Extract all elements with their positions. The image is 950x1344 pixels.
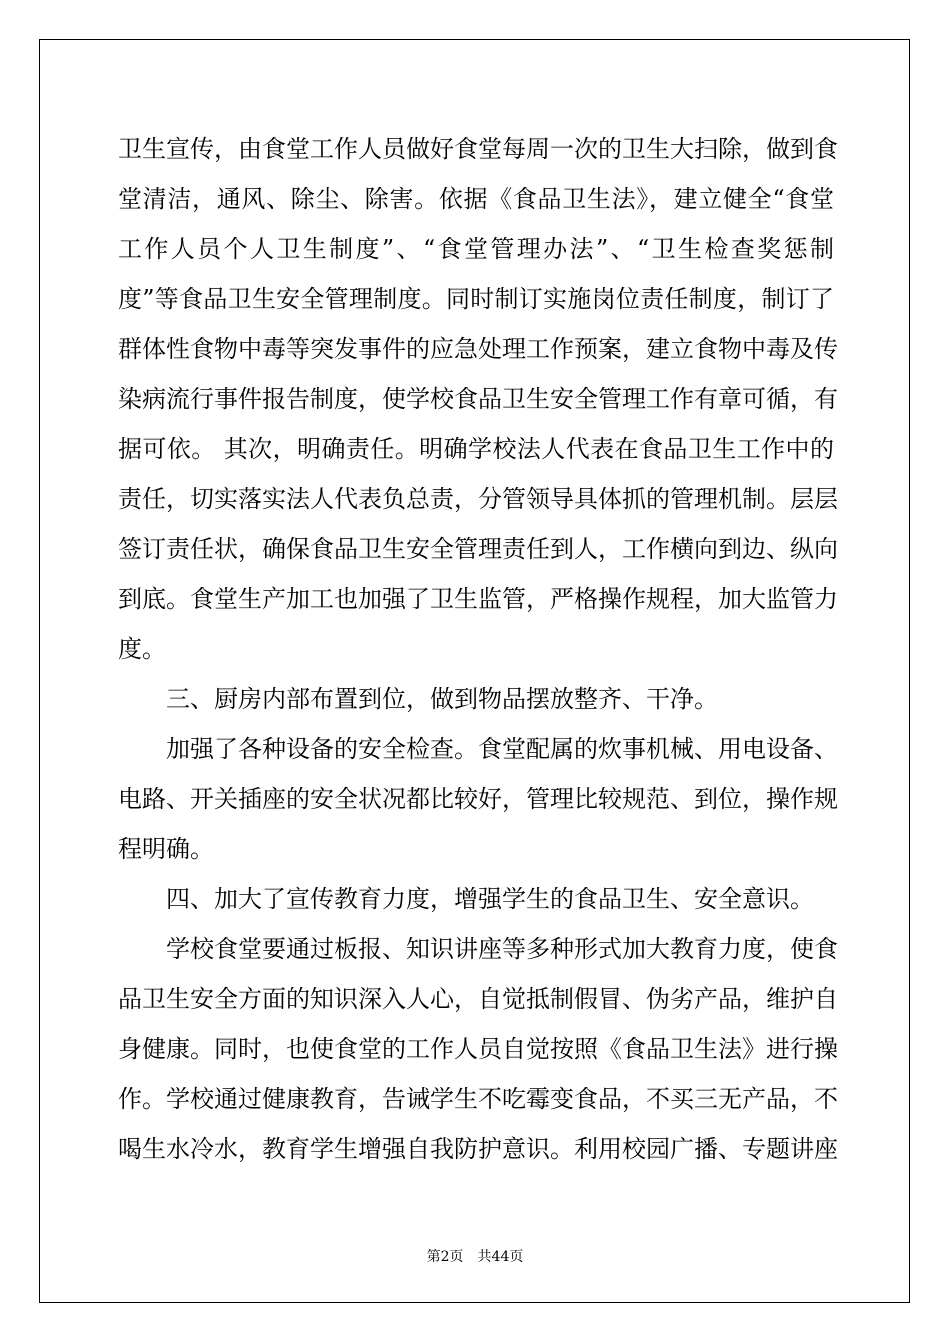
text-line: 程明确。 (118, 835, 214, 863)
text-line: 堂清洁，通风、除尘、除害。依据《食品卫生法》，建立健全“食堂 (118, 185, 834, 213)
text-line: 喝生水冷水，教育学生增强自我防护意识。利用校园广播、专题讲座 (118, 1135, 838, 1163)
text-line: 责任，切实落实法人代表负总责，分管领导具体抓的管理机制。层层 (118, 485, 838, 513)
text-line: 加强了各种设备的安全检查。食堂配属的炊事机械、用电设备、 (166, 735, 838, 763)
text-line: 电路、开关插座的安全状况都比较好，管理比较规范、到位，操作规 (118, 785, 838, 813)
text-line: 度。 (118, 635, 166, 663)
text-line: 群体性食物中毒等突发事件的应急处理工作预案，建立食物中毒及传 (118, 335, 838, 363)
section-heading: 四、加大了宣传教育力度，增强学生的食品卫生、安全意识。 (166, 885, 814, 913)
text-line: 学校食堂要通过板报、知识讲座等多种形式加大教育力度，使食 (166, 935, 838, 963)
page-number: 第2页 (426, 1249, 464, 1265)
text-line: 度”等食品卫生安全管理制度。同时制订实施岗位责任制度，制订了 (118, 285, 834, 313)
page-total: 共44页 (477, 1249, 524, 1265)
text-line: 品卫生安全方面的知识深入人心，自觉抵制假冒、伪劣产品，维护自 (118, 985, 838, 1013)
text-line: 工作人员个人卫生制度”、“食堂管理办法”、“卫生检查奖惩制 (118, 235, 834, 263)
text-line: 卫生宣传，由食堂工作人员做好食堂每周一次的卫生大扫除，做到食 (118, 135, 838, 163)
text-line: 染病流行事件报告制度，使学校食品卫生安全管理工作有章可循，有 (118, 385, 838, 413)
page-footer (0, 1248, 950, 1266)
section-heading: 三、厨房内部布置到位，做到物品摆放整齐、干净。 (166, 685, 718, 713)
text-line: 据可依。 其次，明确责任。明确学校法人代表在食品卫生工作中的 (118, 435, 834, 463)
text-line: 签订责任状，确保食品卫生安全管理责任到人，工作横向到边、纵向 (118, 535, 838, 563)
text-line: 到底。食堂生产加工也加强了卫生监管，严格操作规程，加大监管力 (118, 585, 838, 613)
text-line: 作。学校通过健康教育，告诫学生不吃霉变食品，不买三无产品，不 (118, 1085, 838, 1113)
text-line: 身健康。同时，也使食堂的工作人员自觉按照《食品卫生法》进行操 (118, 1035, 838, 1063)
